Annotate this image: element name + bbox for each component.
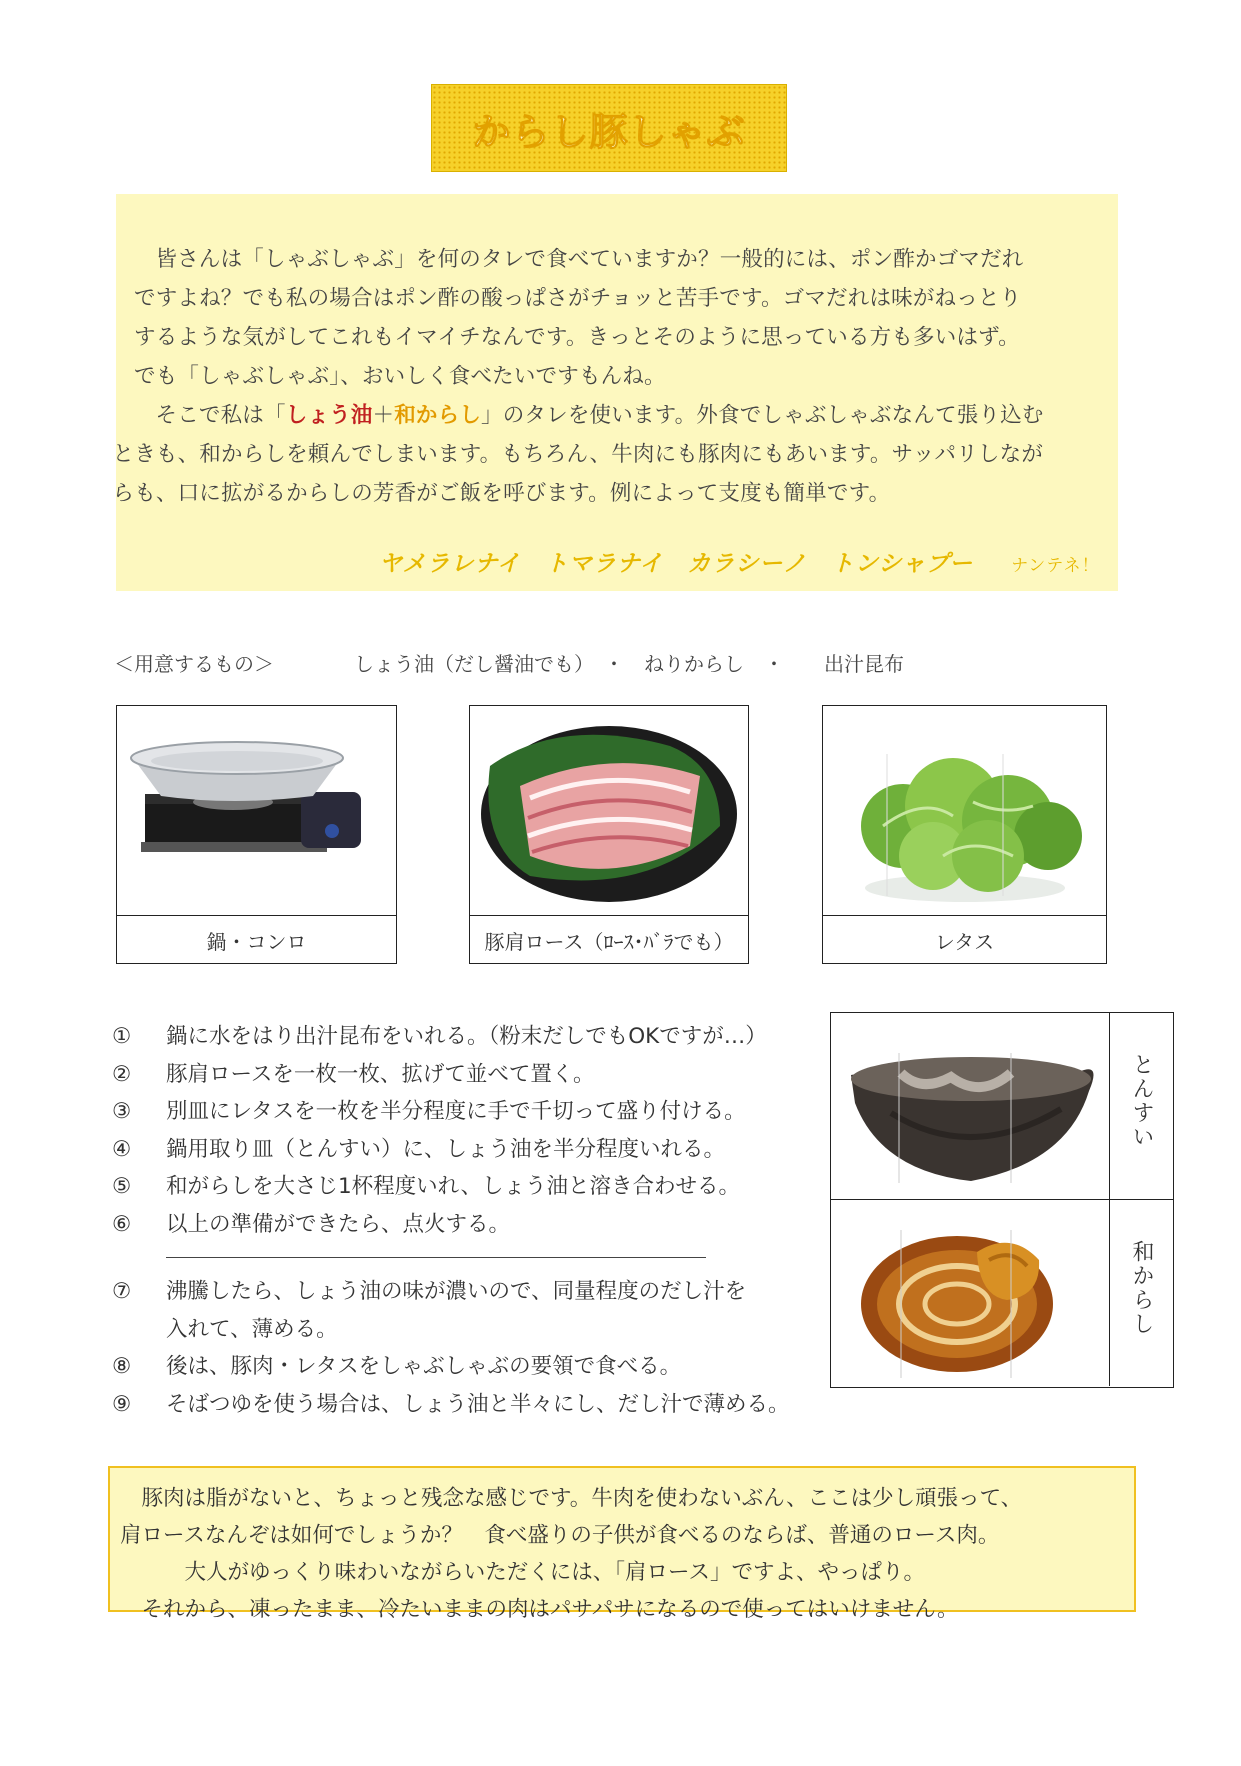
photo-caption: レタス xyxy=(934,929,995,954)
side-label: とんすい xyxy=(1129,1053,1154,1149)
photo-box-pork xyxy=(469,705,749,964)
step-number: ④ xyxy=(112,1136,132,1162)
intro-text: 」のタレを使います。外食でしゃぶしゃぶなんて張り込む xyxy=(481,403,1044,428)
note-box xyxy=(108,1466,1136,1622)
step-number: ⑤ xyxy=(112,1174,132,1199)
step-number xyxy=(110,1311,166,1349)
intro-text: そこで私は「 xyxy=(155,403,286,428)
list-item xyxy=(110,1131,830,1169)
list-item xyxy=(110,1018,830,1056)
list-item xyxy=(110,1093,830,1131)
step-text: 鍋に水をはり出汁昆布をいれる。（粉末だしでもOKですが…） xyxy=(166,1024,767,1049)
list-item xyxy=(110,1056,830,1094)
slogan-text: ヤメラレナイ トマラナイ カラシーノ トンシャプー xyxy=(379,551,974,577)
intro-line: ですよね？でも私の場合はポン酢の酸っぱさがチョッと苦手です。ゴマだれは味がねっとり xyxy=(134,286,1022,311)
ingredients-line: ＜用意するもの＞ しょう油（だし醤油でも） ・ ねりからし ・ 出汁昆布 xyxy=(114,652,904,676)
note-line: 大人がゆっくり味わいながらいただくには、「肩ロース」ですよ、やっぱり。 xyxy=(120,1560,925,1585)
step-text: そばつゆを使う場合は、しょう油と半々にし、だし汁で薄める。 xyxy=(166,1391,790,1417)
side-row-tonsui xyxy=(831,1013,1173,1200)
side-label-cell xyxy=(1110,1013,1173,1199)
step-number: ② xyxy=(112,1061,132,1087)
step-text: 後は、豚肉・レタスをしゃぶしゃぶの要領で食べる。 xyxy=(166,1354,682,1379)
steps-divider xyxy=(110,1243,830,1273)
list-item xyxy=(110,1311,830,1349)
intro-paragraph-2 xyxy=(112,396,1102,513)
step-text: 別皿にレタスを一枚を半分程度に手で千切って盛り付ける。 xyxy=(166,1099,746,1124)
page-title: からし豚しゃぶ xyxy=(472,109,746,154)
side-row-mustard xyxy=(831,1200,1173,1386)
highlight-soy-sauce: しょう油 xyxy=(285,403,373,428)
photo-caption: 鍋・コンロ xyxy=(206,929,307,954)
steps-list xyxy=(110,1018,830,1423)
step-number: ⑦ xyxy=(112,1279,132,1304)
photo-caption: 豚肩ロース（ﾛｰｽ･ﾊﾞﾗでも） xyxy=(484,929,734,954)
step-number: ③ xyxy=(112,1099,132,1124)
list-item xyxy=(110,1386,830,1424)
intro-line: ときも、和からしを頼んでしまいます。もちろん、牛肉にも豚肉にもあいます。サッパリしなが xyxy=(112,442,1044,467)
pot-stove-illustration xyxy=(117,706,396,916)
side-table xyxy=(830,1012,1174,1388)
mustard-plate-illustration xyxy=(831,1200,1110,1386)
intro-line: でも「しゃぶしゃぶ」、おいしく食べたいですもんね。 xyxy=(134,364,666,389)
photo-box-pot xyxy=(116,705,397,964)
intro-line: 皆さんは「しゃぶしゃぶ」を何のタレで食べていますか？一般的には、ポン酢かゴマだれ xyxy=(155,247,1024,272)
note-line: それから、凍ったまま、冷たいままの肉はパサパサになるので使ってはいけません。 xyxy=(120,1597,959,1622)
step-text: 入れて、薄める。 xyxy=(166,1316,338,1342)
side-label-cell xyxy=(1110,1200,1173,1386)
highlight-mustard: 和からし xyxy=(394,403,482,428)
side-label: 和からし xyxy=(1129,1240,1154,1336)
step-number: ① xyxy=(112,1024,132,1049)
step-number: ⑧ xyxy=(112,1354,132,1379)
note-line: 肩ロースなんぞは如何でしょうか？ 食べ盛りの子供が食べるのならば、普通のロース肉。 xyxy=(120,1523,1000,1548)
title-banner xyxy=(431,84,787,172)
list-item xyxy=(110,1206,830,1244)
step-number: ⑨ xyxy=(112,1391,132,1417)
step-text: 以上の準備ができたら、点火する。 xyxy=(166,1211,511,1237)
intro-paragraph-1 xyxy=(134,240,1102,396)
intro-line: するような気がしてこれもイマイチなんです。きっとそのように思っている方も多いはず。 xyxy=(134,325,1020,350)
list-item xyxy=(110,1273,830,1311)
step-text: 和がらしを大さじ1杯程度いれ、しょう油と溶き合わせる。 xyxy=(166,1174,740,1199)
step-number: ⑥ xyxy=(112,1211,132,1237)
slogan-tag: ナンテネ！ xyxy=(1011,556,1100,576)
step-text: 沸騰したら、しょう油の味が濃いので、同量程度のだし汁を xyxy=(166,1279,747,1304)
note-line: 豚肉は脂がないと、ちょっと残念な感じです。牛肉を使わないぶん、ここは少し頑張って、 xyxy=(120,1486,1023,1511)
step-text: 鍋用取り皿（とんすい）に、しょう油を半分程度いれる。 xyxy=(166,1136,726,1162)
slogan xyxy=(379,545,1100,578)
intro-box xyxy=(112,194,1118,591)
step-text: 豚肩ロースを一枚一枚、拡げて並べて置く。 xyxy=(166,1061,595,1087)
plus-sign: ＋ xyxy=(372,403,395,428)
list-item xyxy=(110,1348,830,1386)
photo-box-lettuce xyxy=(822,705,1107,964)
intro-line: らも、口に拡がるからしの芳香がご飯を呼びます。例によって支度も簡単です。 xyxy=(112,481,891,506)
pork-slices-illustration xyxy=(470,706,748,916)
list-item xyxy=(110,1168,830,1206)
lettuce-illustration xyxy=(823,706,1106,916)
tonsui-bowl-illustration xyxy=(831,1013,1110,1199)
